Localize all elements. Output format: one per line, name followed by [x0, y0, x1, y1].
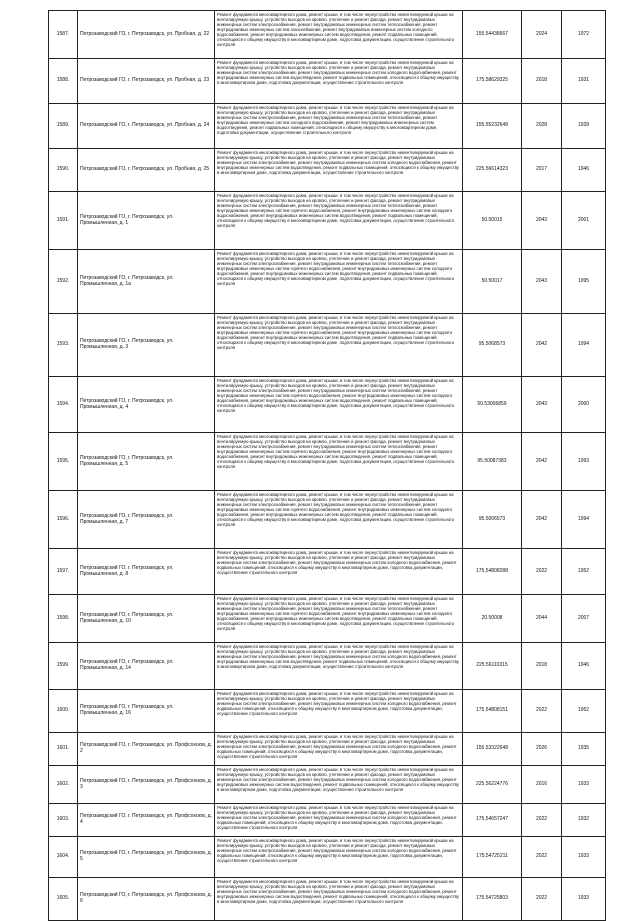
table-row [49, 595, 606, 643]
build-year-cell: 1932 [562, 804, 606, 837]
row-number-cell: 1599. [49, 643, 78, 690]
address-cell: Петрозаводский ГО, г. Петрозаводск, ул. Пробная, д. 22 [78, 11, 215, 59]
capital-repair-table [48, 10, 606, 921]
planned-year-cell: 2042 [522, 314, 562, 377]
build-year-cell: 1952 [562, 549, 606, 595]
row-number-cell: 1591. [49, 192, 78, 250]
planned-year-cell: 2022 [522, 690, 562, 733]
planned-year-cell: 2022 [522, 878, 562, 921]
works-description-cell: Ремонт фундамента многоквартирного дома, ремонт крыши, в том числе переустройство невентилируемой крыши на вентилируемую крышу, устройство выходов на кровлю, утепление и ремонт фасада, ремонт внутридомовых инженерных систем электроснабжения, ремонт внутридомовых инженерных систем холодного водоснабжения, ремонт внутридомовых инженерных систем водоотведения, ремонт подвальных помещений, относящихся к общему имуществу в многоквартирном доме, подготовка документации, осуществление строительного контроля [215, 766, 463, 804]
address-cell: Петрозаводский ГО, г. Петрозаводск, ул. Промышленная, д. 1 [78, 192, 215, 250]
works-description-cell: Ремонт фундамента многоквартирного дома, ремонт крыши, в том числе переустройство невентилируемой крыши на вентилируемую крышу, устройство выходов на кровлю, утепление и ремонт фасада, ремонт внутридомовых инженерных систем электроснабжения, ремонт внутридомовых инженерных систем теплоснабжения, ремонт внутридомовых инженерных систем горячего водоснабжения, ремонт внутридомовых инженерных систем холодного водоснабжения, ремонт внутридомовых инженерных систем водоотведения, ремонт подвальных помещений, относящихся к общему имуществу в многоквартирном доме, подготовка документации, осуществление строительного контроля [215, 192, 463, 250]
build-year-cell: 1933 [562, 878, 606, 921]
cost-cell: 95.5006573 [463, 491, 522, 549]
row-number-cell: 1604. [49, 837, 78, 878]
row-number-cell: 1596. [49, 491, 78, 549]
address-cell: Петрозаводский ГО, г. Петрозаводск, ул. Промышленная, д. 7 [78, 491, 215, 549]
row-number-cell: 1592. [49, 250, 78, 314]
table-row [49, 549, 606, 595]
table-row [49, 643, 606, 690]
cost-cell: 155.54438667 [463, 11, 522, 59]
works-description-cell: Ремонт фундамента многоквартирного дома, ремонт крыши, в том числе переустройство невентилируемой крыши на вентилируемую крышу, устройство выходов на кровлю, утепление и ремонт фасада, ремонт внутридомовых инженерных систем электроснабжения, ремонт внутридомовых инженерных систем холодного водоснабжения, ремонт внутридомовых инженерных систем водоотведения, ремонт подвальных помещений, относящихся к общему имуществу в многоквартирном доме, подготовка документации, осуществление строительного контроля [215, 878, 463, 921]
row-number-cell: 1600. [49, 690, 78, 733]
cost-cell: 225.56614323 [463, 149, 522, 192]
table-row [49, 491, 606, 549]
address-cell: Петрозаводский ГО, г. Петрозаводск, ул. Промышленная, д. 10 [78, 595, 215, 643]
works-description-cell: Ремонт фундамента многоквартирного дома, ремонт крыши, в том числе переустройство невентилируемой крыши на вентилируемую крышу, устройство выходов на кровлю, утепление и ремонт фасада, ремонт внутридомовых инженерных систем электроснабжения, ремонт внутридомовых инженерных систем теплоснабжения, ремонт внутридомовых инженерных систем горячего водоснабжения, ремонт внутридомовых инженерных систем холодного водоснабжения, ремонт внутридомовых инженерных систем водоотведения, ремонт подвальных помещений, относящихся к общему имуществу в многоквартирном доме, подготовка документации, осуществление строительного контроля [215, 433, 463, 491]
works-description-cell: Ремонт фундамента многоквартирного дома, ремонт крыши, в том числе переустройство невентилируемой крыши на вентилируемую крышу, устройство выходов на кровлю, утепление и ремонт фасада, ремонт внутридомовых инженерных систем электроснабжения, ремонт внутридомовых инженерных систем холодного водоснабжения, ремонт подвальных помещений, относящихся к общему имуществу в многоквартирном доме, подготовка документации, осуществление строительного контроля [215, 804, 463, 837]
document-page [48, 10, 605, 921]
table-row [49, 878, 606, 921]
address-cell: Петрозаводский ГО, г. Петрозаводск, ул. Профсоюзов, д. 2 [78, 733, 215, 766]
table-row [49, 766, 606, 804]
planned-year-cell: 2028 [522, 104, 562, 149]
works-description-cell: Ремонт фундамента многоквартирного дома, ремонт крыши, в том числе переустройство невентилируемой крыши на вентилируемую крышу, устройство выходов на кровлю, утепление и ремонт фасада, ремонт внутридомовых инженерных систем электроснабжения, ремонт внутридомовых инженерных систем холодного водоснабжения, ремонт подвальных помещений, относящихся к общему имуществу в многоквартирном доме, подготовка документации, осуществление строительного контроля [215, 733, 463, 766]
build-year-cell: 1928 [562, 104, 606, 149]
cost-cell: 225.56110315 [463, 643, 522, 690]
build-year-cell: 2001 [562, 192, 606, 250]
build-year-cell: 1946 [562, 149, 606, 192]
address-cell: Петрозаводский ГО, г. Петрозаводск, ул. Пробная, д. 25 [78, 149, 215, 192]
cost-cell: 95.5068573 [463, 314, 522, 377]
build-year-cell: 1935 [562, 733, 606, 766]
build-year-cell: 1995 [562, 250, 606, 314]
planned-year-cell: 2022 [522, 804, 562, 837]
planned-year-cell: 2042 [522, 433, 562, 491]
cost-cell: 175.54725803 [463, 878, 522, 921]
planned-year-cell: 2043 [522, 250, 562, 314]
address-cell: Петрозаводский ГО, г. Петрозаводск, ул. Профсоюзов, д. 4 [78, 804, 215, 837]
address-cell: Петрозаводский ГО, г. Петрозаводск, ул. Пробная, д. 23 [78, 59, 215, 104]
table-row [49, 192, 606, 250]
works-description-cell: Ремонт фундамента многоквартирного дома, ремонт крыши, в том числе переустройство невентилируемой крыши на вентилируемую крышу, устройство выходов на кровлю, утепление и ремонт фасада, ремонт внутридомовых инженерных систем электроснабжения, ремонт внутридомовых инженерных систем холодного водоснабжения, ремонт внутридомовых инженерных систем водоотведения, ремонт подвальных помещений, относящихся к общему имуществу в многоквартирном доме, подготовка документации, осуществление строительного контроля [215, 149, 463, 192]
cost-cell: 225.56224776 [463, 766, 522, 804]
cost-cell: 50.53006859 [463, 377, 522, 433]
build-year-cell: 1933 [562, 837, 606, 878]
planned-year-cell: 2016 [522, 766, 562, 804]
cost-cell: 175.58629325 [463, 59, 522, 104]
build-year-cell: 1931 [562, 59, 606, 104]
planned-year-cell: 2043 [522, 192, 562, 250]
table-row [49, 837, 606, 878]
cost-cell: 155.53322648 [463, 733, 522, 766]
address-cell: Петрозаводский ГО, г. Петрозаводск, ул. Промышленная, д. 8 [78, 549, 215, 595]
build-year-cell: 1933 [562, 766, 606, 804]
address-cell: Петрозаводский ГО, г. Петрозаводск, ул. Промышленная, д. 5 [78, 433, 215, 491]
planned-year-cell: 2044 [522, 595, 562, 643]
cost-cell: 95.50087383 [463, 433, 522, 491]
cost-cell: 175.54657247 [463, 804, 522, 837]
planned-year-cell: 2043 [522, 377, 562, 433]
table-row [49, 804, 606, 837]
works-description-cell: Ремонт фундамента многоквартирного дома, ремонт крыши, в том числе переустройство невентилируемой крыши на вентилируемую крышу, устройство выходов на кровлю, утепление и ремонт фасада, ремонт внутридомовых инженерных систем электроснабжения, ремонт внутридомовых инженерных систем теплоснабжения, ремонт внутридомовых инженерных систем холодного водоснабжения, ремонт внутридомовых инженерных систем водоотведения, ремонт подвальных помещений, относящихся к общему имуществу в многоквартирном доме, подготовка документации, осуществление строительного контроля [215, 104, 463, 149]
row-number-cell: 1598. [49, 595, 78, 643]
table-body [49, 11, 606, 921]
table-row [49, 59, 606, 104]
works-description-cell: Ремонт фундамента многоквартирного дома, ремонт крыши, в том числе переустройство невентилируемой крыши на вентилируемую крышу, устройство выходов на кровлю, утепление и ремонт фасада, ремонт внутридомовых инженерных систем электроснабжения, ремонт внутридомовых инженерных систем холодного водоснабжения, ремонт подвальных помещений, относящихся к общему имуществу в многоквартирном доме, подготовка документации, осуществление строительного контроля [215, 837, 463, 878]
table-row [49, 377, 606, 433]
works-description-cell: Ремонт фундамента многоквартирного дома, ремонт крыши, в том числе переустройство невентилируемой крыши на вентилируемую крышу, устройство выходов на кровлю, утепление и ремонт фасада, ремонт внутридомовых инженерных систем электроснабжения, ремонт внутридомовых инженерных систем теплоснабжения, ремонт внутридомовых инженерных систем газоснабжения, ремонт внутридомовых инженерных систем холодного водоснабжения, ремонт внутридомовых инженерных систем водоотведения, ремонт подвальных помещений, относящихся к общему имуществу в многоквартирном доме, подготовка документации, осуществление строительного контроля [215, 11, 463, 59]
address-cell: Петрозаводский ГО, г. Петрозаводск, ул. Профсоюзов, д. 5 [78, 837, 215, 878]
planned-year-cell: 2018 [522, 643, 562, 690]
build-year-cell: 2007 [562, 595, 606, 643]
cost-cell: 175.54808288 [463, 549, 522, 595]
row-number-cell: 1597. [49, 549, 78, 595]
planned-year-cell: 2022 [522, 837, 562, 878]
cost-cell: 50.50017 [463, 250, 522, 314]
table-row [49, 104, 606, 149]
planned-year-cell: 2018 [522, 59, 562, 104]
row-number-cell: 1593. [49, 314, 78, 377]
works-description-cell: Ремонт фундамента многоквартирного дома, ремонт крыши, в том числе переустройство невентилируемой крыши на вентилируемую крышу, устройство выходов на кровлю, утепление и ремонт фасада, ремонт внутридомовых инженерных систем электроснабжения, ремонт внутридомовых инженерных систем теплоснабжения, ремонт внутридомовых инженерных систем горячего водоснабжения, ремонт внутридомовых инженерных систем холодного водоснабжения, ремонт внутридомовых инженерных систем водоотведения, ремонт подвальных помещений, относящихся к общему имуществу в многоквартирном доме, подготовка документации, осуществление строительного контроля [215, 491, 463, 549]
planned-year-cell: 2042 [522, 491, 562, 549]
build-year-cell: 1993 [562, 433, 606, 491]
address-cell: Петрозаводский ГО, г. Петрозаводск, ул. Профсоюзов, д. 6 [78, 878, 215, 921]
works-description-cell: Ремонт фундамента многоквартирного дома, ремонт крыши, в том числе переустройство невентилируемой крыши на вентилируемую крышу, устройство выходов на кровлю, утепление и ремонт фасада, ремонт внутридомовых инженерных систем электроснабжения, ремонт внутридомовых инженерных систем холодного водоснабжения, ремонт подвальных помещений, относящихся к общему имуществу в многоквартирном доме, подготовка документации, осуществление строительного контроля [215, 690, 463, 733]
address-cell: Петрозаводский ГО, г. Петрозаводск, ул. Промышленная, д. 4 [78, 377, 215, 433]
works-description-cell: Ремонт фундамента многоквартирного дома, ремонт крыши, в том числе переустройство невентилируемой крыши на вентилируемую крышу, устройство выходов на кровлю, утепление и ремонт фасада, ремонт внутридомовых инженерных систем электроснабжения, ремонт внутридомовых инженерных систем холодного водоснабжения, ремонт внутридомовых инженерных систем водоотведения, ремонт подвальных помещений, относящихся к общему имуществу в многоквартирном доме, подготовка документации, осуществление строительного контроля [215, 59, 463, 104]
row-number-cell: 1601. [49, 733, 78, 766]
works-description-cell: Ремонт фундамента многоквартирного дома, ремонт крыши, в том числе переустройство невентилируемой крыши на вентилируемую крышу, устройство выходов на кровлю, утепление и ремонт фасада, ремонт внутридомовых инженерных систем электроснабжения, ремонт внутридомовых инженерных систем холодного водоснабжения, ремонт подвальных помещений, относящихся к общему имуществу в многоквартирном доме, подготовка документации, осуществление строительного контроля [215, 549, 463, 595]
build-year-cell: 1972 [562, 11, 606, 59]
table-row [49, 690, 606, 733]
planned-year-cell: 2022 [522, 549, 562, 595]
row-number-cell: 1603. [49, 804, 78, 837]
table-row [49, 433, 606, 491]
build-year-cell: 1994 [562, 491, 606, 549]
cost-cell: 175.54725211 [463, 837, 522, 878]
row-number-cell: 1595. [49, 433, 78, 491]
table-row [49, 733, 606, 766]
works-description-cell: Ремонт фундамента многоквартирного дома, ремонт крыши, в том числе переустройство невентилируемой крыши на вентилируемую крышу, устройство выходов на кровлю, утепление и ремонт фасада, ремонт внутридомовых инженерных систем электроснабжения, ремонт внутридомовых инженерных систем холодного водоснабжения, ремонт внутридомовых инженерных систем водоотведения, ремонт подвальных помещений, относящихся к общему имуществу в многоквартирном доме, подготовка документации, осуществление строительного контроля [215, 643, 463, 690]
address-cell: Петрозаводский ГО, г. Петрозаводск, ул. Промышленная, д. 1а [78, 250, 215, 314]
works-description-cell: Ремонт фундамента многоквартирного дома, ремонт крыши, в том числе переустройство невентилируемой крыши на вентилируемую крышу, устройство выходов на кровлю, утепление и ремонт фасада, ремонт внутридомовых инженерных систем электроснабжения, ремонт внутридомовых инженерных систем теплоснабжения, ремонт внутридомовых инженерных систем горячего водоснабжения, ремонт внутридомовых инженерных систем холодного водоснабжения, ремонт внутридомовых инженерных систем водоотведения, ремонт подвальных помещений, относящихся к общему имуществу в многоквартирном доме, подготовка документации, осуществление строительного контроля [215, 377, 463, 433]
address-cell: Петрозаводский ГО, г. Петрозаводск, ул. Профсоюзов, д. 3 [78, 766, 215, 804]
planned-year-cell: 2026 [522, 733, 562, 766]
table-row [49, 149, 606, 192]
build-year-cell: 1952 [562, 690, 606, 733]
row-number-cell: 1587. [49, 11, 78, 59]
row-number-cell: 1589. [49, 104, 78, 149]
table-row [49, 11, 606, 59]
works-description-cell: Ремонт фундамента многоквартирного дома, ремонт крыши, в том числе переустройство невентилируемой крыши на вентилируемую крышу, устройство выходов на кровлю, утепление и ремонт фасада, ремонт внутридомовых инженерных систем электроснабжения, ремонт внутридомовых инженерных систем теплоснабжения, ремонт внутридомовых инженерных систем горячего водоснабжения, ремонт внутридомовых инженерных систем холодного водоснабжения, ремонт внутридомовых инженерных систем водоотведения, ремонт подвальных помещений, относящихся к общему имуществу в многоквартирном доме, подготовка документации, осуществление строительного контроля [215, 314, 463, 377]
row-number-cell: 1588. [49, 59, 78, 104]
cost-cell: 50.50015 [463, 192, 522, 250]
row-number-cell: 1602. [49, 766, 78, 804]
cost-cell: 20.50008 [463, 595, 522, 643]
planned-year-cell: 2024 [522, 11, 562, 59]
cost-cell: 175.54808151 [463, 690, 522, 733]
address-cell: Петрозаводский ГО, г. Петрозаводск, ул. Промышленная, д. 14 [78, 643, 215, 690]
address-cell: Петрозаводский ГО, г. Петрозаводск, ул. Промышленная, д. 16 [78, 690, 215, 733]
address-cell: Петрозаводский ГО, г. Петрозаводск, ул. Пробная, д. 24 [78, 104, 215, 149]
works-description-cell: Ремонт фундамента многоквартирного дома, ремонт крыши, в том числе переустройство невентилируемой крыши на вентилируемую крышу, устройство выходов на кровлю, утепление и ремонт фасада, ремонт внутридомовых инженерных систем электроснабжения, ремонт внутридомовых инженерных систем теплоснабжения, ремонт внутридомовых инженерных систем горячего водоснабжения, ремонт внутридомовых инженерных систем холодного водоснабжения, ремонт внутридомовых инженерных систем водоотведения, ремонт подвальных помещений, относящихся к общему имуществу в многоквартирном доме, подготовка документации, осуществление строительного контроля [215, 595, 463, 643]
build-year-cell: 1994 [562, 314, 606, 377]
address-cell: Петрозаводский ГО, г. Петрозаводск, ул. Промышленная, д. 3 [78, 314, 215, 377]
row-number-cell: 1605. [49, 878, 78, 921]
planned-year-cell: 2017 [522, 149, 562, 192]
build-year-cell: 2000 [562, 377, 606, 433]
build-year-cell: 1946 [562, 643, 606, 690]
cost-cell: 155.55232648 [463, 104, 522, 149]
row-number-cell: 1594. [49, 377, 78, 433]
table-row [49, 314, 606, 377]
works-description-cell: Ремонт фундамента многоквартирного дома, ремонт крыши, в том числе переустройство невентилируемой крыши на вентилируемую крышу, устройство выходов на кровлю, утепление и ремонт фасада, ремонт внутридомовых инженерных систем электроснабжения, ремонт внутридомовых инженерных систем теплоснабжения, ремонт внутридомовых инженерных систем горячего водоснабжения, ремонт внутридомовых инженерных систем холодного водоснабжения, ремонт внутридомовых инженерных систем водоотведения, ремонт подвальных помещений, относящихся к общему имуществу в многоквартирном доме, подготовка документации, осуществление строительного контроля [215, 250, 463, 314]
row-number-cell: 1590. [49, 149, 78, 192]
table-row [49, 250, 606, 314]
